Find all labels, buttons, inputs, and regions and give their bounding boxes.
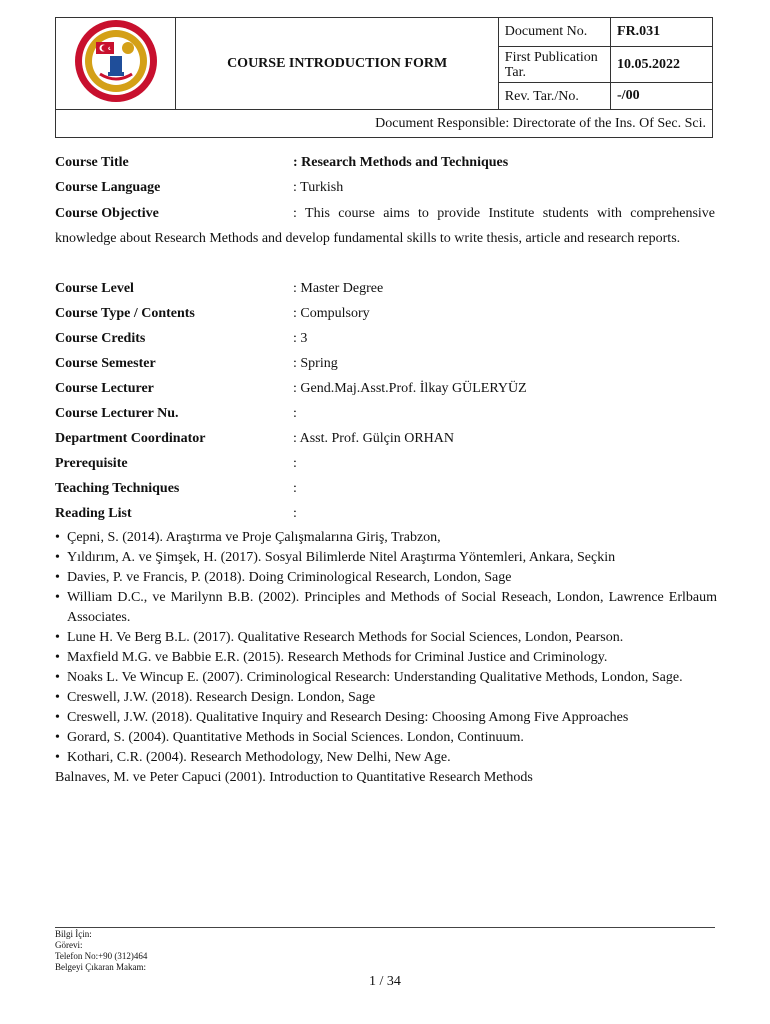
- reading-list-item: [55, 648, 717, 668]
- document-no-value: FR.031: [611, 18, 713, 47]
- document-header-table: [55, 17, 713, 138]
- reading-list-item: [55, 588, 717, 628]
- reading-list-item: [55, 548, 717, 568]
- bullet-icon: •: [55, 750, 60, 765]
- reading-entry-text: Gorard, S. (2004). Quantitative Methods in Social Sciences. London, Continuum.: [67, 730, 524, 745]
- objective-value: : This course aims to provide Institute students with comprehensive knowledge about Research Methods and develop fundamental skills to write thesis, article and research reports.: [55, 206, 715, 246]
- field-value: : Master Degree: [293, 280, 384, 296]
- field-label: Course Language: [55, 179, 161, 195]
- field-row: [55, 326, 715, 351]
- document-responsible: Document Responsible: Directorate of the Ins. Of Sec. Sci.: [56, 110, 713, 138]
- field-label: Department Coordinator: [55, 430, 206, 446]
- bullet-icon: •: [55, 590, 60, 605]
- revision-value: -/00: [611, 83, 713, 110]
- reading-entry-text: Noaks L. Ve Wincup E. (2007). Criminological Research: Understanding Qualitative Methods, London, Sage.: [67, 670, 683, 685]
- course-objective: [55, 201, 715, 251]
- field-row: [55, 301, 715, 326]
- bullet-icon: •: [55, 570, 60, 585]
- field-value: :: [293, 505, 297, 521]
- field-value: : Turkish: [293, 179, 344, 195]
- reading-list-item: [55, 568, 717, 588]
- revision-label: Rev. Tar./No.: [498, 83, 610, 110]
- footer-info: [55, 929, 147, 973]
- field-label: Course Semester: [55, 355, 156, 371]
- reading-entry-text: Maxfield M.G. ve Babbie E.R. (2015). Research Methods for Criminal Justice and Criminology.: [67, 650, 608, 665]
- field-row: [55, 451, 715, 476]
- reading-entry-text: Kothari, C.R. (2004). Research Methodology, New Delhi, New Age.: [67, 750, 451, 765]
- reading-list-last-entry: Balnaves, M. ve Peter Capuci (2001). Introduction to Quantitative Research Methods: [55, 770, 533, 785]
- reading-list-item: [55, 528, 717, 548]
- reading-entry-text: William D.C., ve Marilynn B.B. (2002). Principles and Methods of Social Reseach, London, Lawrence Erlbaum Associates.: [67, 590, 717, 625]
- reading-entry-text: Creswell, J.W. (2018). Qualitative Inquiry and Research Desing: Choosing Among Five Approaches: [67, 710, 629, 725]
- field-value: : Gend.Maj.Asst.Prof. İlkay GÜLERYÜZ: [293, 380, 527, 396]
- field-label: Course Lecturer: [55, 380, 154, 396]
- form-title: COURSE INTRODUCTION FORM: [176, 18, 498, 110]
- bullet-icon: •: [55, 670, 60, 685]
- field-row: [55, 501, 715, 526]
- field-value: :: [293, 405, 297, 421]
- field-label: Teaching Techniques: [55, 480, 180, 496]
- field-label: Reading List: [55, 505, 132, 521]
- field-label: Prerequisite: [55, 455, 128, 471]
- reading-list-item: [55, 628, 717, 648]
- reading-entry-text: Çepni, S. (2014). Araştırma ve Proje Çalışmalarına Giriş, Trabzon,: [67, 530, 441, 545]
- footer-line-info: Bilgi İçin:: [55, 929, 92, 939]
- field-label: Course Type / Contents: [55, 305, 195, 321]
- footer-line-phone: Telefon No:+90 (312)464: [55, 951, 148, 961]
- reading-entry-text: Davies, P. ve Francis, P. (2018). Doing Criminological Research, London, Sage: [67, 570, 512, 585]
- field-value: : 3: [293, 330, 308, 346]
- field-row: [55, 476, 715, 501]
- reading-list-item: [55, 668, 717, 688]
- reading-entry-text: Lune H. Ve Berg B.L. (2017). Qualitative Research Methods for Social Sciences, London, Pearson.: [67, 630, 624, 645]
- reading-list-item: [55, 728, 717, 748]
- field-row: [55, 376, 715, 401]
- field-value: : Asst. Prof. Gülçin ORHAN: [293, 430, 455, 446]
- reading-list: [55, 528, 717, 788]
- field-row: [55, 351, 715, 376]
- first-publication-value: 10.05.2022: [611, 46, 713, 82]
- field-row: [55, 426, 715, 451]
- bullet-icon: •: [55, 530, 60, 545]
- bullet-icon: •: [55, 710, 60, 725]
- document-no-label: Document No.: [498, 18, 610, 47]
- footer-divider: [55, 927, 715, 928]
- bullet-icon: •: [55, 690, 60, 705]
- field-row: [55, 401, 715, 426]
- bullet-icon: •: [55, 650, 60, 665]
- course-fields-details: [55, 276, 715, 526]
- first-publication-label: First Publication Tar.: [498, 46, 610, 82]
- field-row: [55, 276, 715, 301]
- reading-list-item: [55, 748, 717, 768]
- bullet-icon: •: [55, 550, 60, 565]
- reading-list-item: [55, 708, 717, 728]
- bullet-icon: •: [55, 730, 60, 745]
- field-value: : Compulsory: [293, 305, 370, 321]
- field-row-course-title: [55, 150, 715, 175]
- reading-entry-text: Yıldırım, A. ve Şimşek, H. (2017). Sosyal Bilimlerde Nitel Araştırma Yöntemleri, Ankara, Seçkin: [67, 550, 616, 565]
- course-fields-top: [55, 150, 715, 200]
- bullet-icon: •: [55, 630, 60, 645]
- objective-label: Course Objective: [55, 206, 159, 221]
- field-value: :: [293, 480, 297, 496]
- institution-logo-cell: [56, 18, 176, 110]
- footer-line-duty: Görevi:: [55, 940, 83, 950]
- field-row-course-language: [55, 175, 715, 200]
- field-value: : Spring: [293, 355, 338, 371]
- field-label: Course Level: [55, 280, 134, 296]
- reading-list-item: [55, 688, 717, 708]
- field-label: Course Credits: [55, 330, 146, 346]
- field-label: Course Title: [55, 154, 129, 170]
- reading-entry-text: Creswell, J.W. (2018). Research Design. London, Sage: [67, 690, 376, 705]
- footer-line-authority: Belgeyi Çıkaran Makam:: [55, 962, 146, 972]
- field-label: Course Lecturer Nu.: [55, 405, 179, 421]
- institution-seal-logo: [66, 18, 166, 104]
- field-value: :: [293, 455, 297, 471]
- field-value: : Research Methods and Techniques: [293, 154, 509, 170]
- page-number: 1 / 34: [369, 974, 401, 989]
